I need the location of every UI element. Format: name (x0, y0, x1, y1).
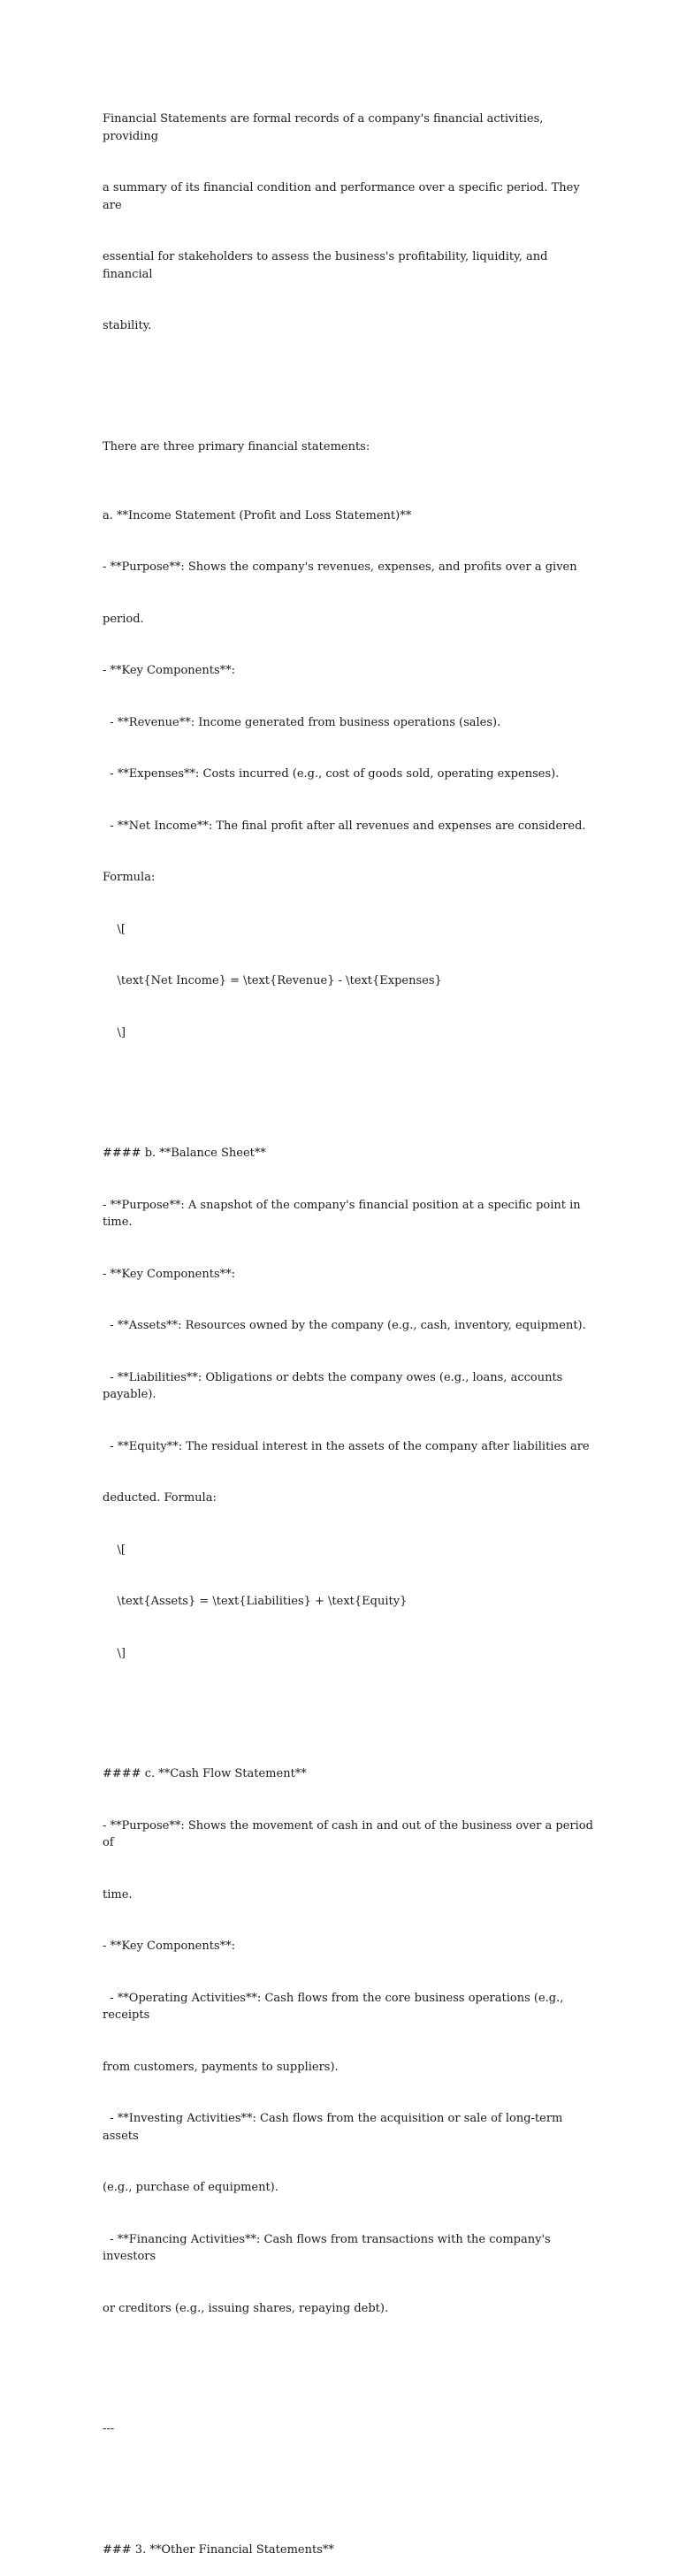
blank-line (103, 1696, 598, 1714)
cashflow-financing-line-1: - **Financing Activities**: Cash flows from transactions with the company's investors (103, 2232, 554, 2263)
income-heading: a. **Income Statement (Profit and Loss Statement)** (103, 508, 412, 522)
balance-liabilities: - **Liabilities**: Obligations or debts the company owes (e.g., loans, accounts payable). (103, 1370, 567, 1401)
income-formula-open: \[ (103, 922, 126, 936)
intro-line-1: Financial Statements are formal records of a company's financial activities, providing (103, 112, 547, 143)
blank-line (103, 2351, 598, 2369)
income-formula-label: Formula: (103, 871, 156, 884)
balance-formula-open: \[ (103, 1543, 126, 1557)
income-purpose-line-2: period. (103, 612, 144, 626)
cashflow-purpose-line-1: - **Purpose**: Shows the movement of cash in and out of the business over a period of (103, 1818, 598, 1849)
intro-line-4: stability. (103, 319, 152, 332)
blank-line (103, 370, 598, 387)
section-intro: There are three primary financial statements: (103, 439, 370, 453)
intro-line-2: a summary of its financial condition and performance over a specific period. They are (103, 181, 584, 212)
balance-equity-line-1: - **Equity**: The residual interest in the assets of the company after liabilities are (103, 1439, 590, 1453)
cashflow-operating-line-1: - **Operating Activities**: Cash flows from the core business operations (e.g., receipts (103, 1991, 568, 2022)
blank-line (103, 2473, 598, 2490)
cashflow-investing-line-2: (e.g., purchase of equipment). (103, 2181, 278, 2194)
blank-line (103, 1076, 598, 1094)
cashflow-heading: #### c. **Cash Flow Statement** (103, 1767, 307, 1780)
cashflow-investing-line-1: - **Investing Activities**: Cash flows from the acquisition or sale of long-term assets (103, 2112, 567, 2143)
balance-formula-close: \] (103, 1646, 126, 1660)
document-body (103, 76, 598, 2576)
section-divider: --- (103, 2422, 115, 2435)
cashflow-operating-line-2: from customers, payments to suppliers). (103, 2060, 339, 2074)
cashflow-purpose-line-2: time. (103, 1887, 133, 1902)
income-net-income: - **Net Income**: The final profit after all revenues and expenses are considered. (103, 819, 586, 833)
income-key-components: - **Key Components**: (103, 664, 236, 677)
balance-assets: - **Assets**: Resources owned by the company (e.g., cash, inventory, equipment). (103, 1319, 586, 1332)
income-formula-close: \] (103, 1025, 126, 1040)
income-purpose-line-1: - **Purpose**: Shows the company's revenues, expenses, and profits over a given (103, 560, 577, 574)
other-statements-heading: ### 3. **Other Financial Statements** (103, 2542, 334, 2557)
income-revenue: - **Revenue**: Income generated from business operations (sales). (103, 715, 501, 729)
balance-equity-line-2: deducted. Formula: (103, 1491, 217, 1505)
balance-purpose: - **Purpose**: A snapshot of the company's financial position at a specific point in time. (103, 1198, 584, 1229)
balance-key-components: - **Key Components**: (103, 1267, 236, 1281)
intro-line-3: essential for stakeholders to assess the business's profitability, liquidity, and financial (103, 250, 552, 281)
balance-formula: \text{Assets} = \text{Liabilities} + \text{Equity} (103, 1595, 408, 1608)
income-formula: \text{Net Income} = \text{Revenue} - \text{Expenses} (103, 974, 442, 987)
cashflow-financing-line-2: or creditors (e.g., issuing shares, repaying debt). (103, 2301, 389, 2315)
balance-heading: #### b. **Balance Sheet** (103, 1147, 266, 1160)
income-expenses: - **Expenses**: Costs incurred (e.g., cost of goods sold, operating expenses). (103, 767, 560, 781)
cashflow-key-components: - **Key Components**: (103, 1940, 236, 1953)
